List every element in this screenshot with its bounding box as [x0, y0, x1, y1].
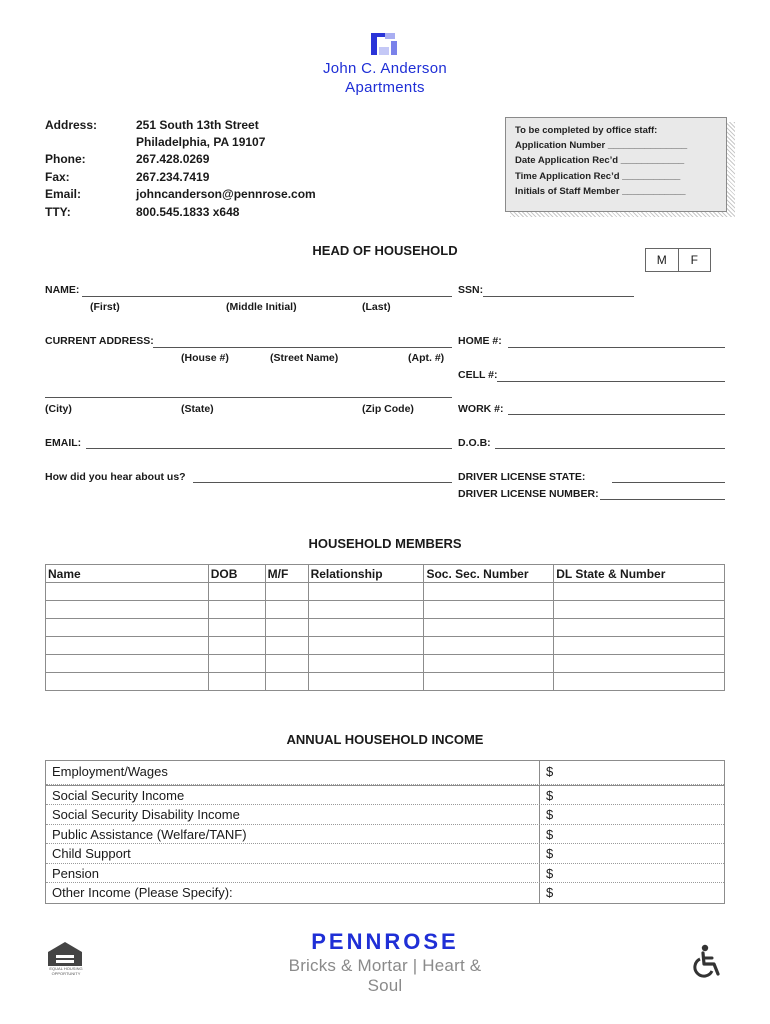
table-cell[interactable]: [208, 619, 265, 637]
table-row: [46, 655, 725, 673]
table-cell[interactable]: [308, 673, 424, 691]
table-cell[interactable]: [265, 637, 308, 655]
brand-subtitle: Apartments: [345, 79, 425, 96]
ssn-label: SSN:: [458, 284, 484, 296]
table-cell[interactable]: [554, 619, 725, 637]
income-label: Child Support: [46, 844, 540, 863]
referral-label: How did you hear about us?: [45, 471, 186, 483]
income-row: [46, 864, 724, 884]
head-of-household-title: HEAD OF HOUSEHOLD: [312, 243, 458, 258]
column-header-dl: DL State & Number: [554, 565, 725, 583]
referral-field[interactable]: [193, 482, 452, 483]
income-row: [46, 883, 724, 903]
income-value[interactable]: $: [546, 788, 554, 803]
table-cell[interactable]: [554, 583, 725, 601]
home-phone-field[interactable]: [508, 347, 725, 348]
gender-selector: [645, 248, 711, 272]
column-header-name: Name: [46, 565, 209, 583]
address-label: Address:: [45, 118, 98, 132]
office-box-title: To be completed by office staff:: [515, 125, 658, 136]
income-value[interactable]: $: [546, 885, 554, 900]
table-cell[interactable]: [46, 601, 209, 619]
city-caption: (City): [45, 403, 72, 415]
current-address-field[interactable]: [153, 347, 452, 348]
income-row: [46, 844, 724, 864]
income-value[interactable]: $: [546, 865, 554, 881]
column-header-dob: DOB: [208, 565, 265, 583]
table-row: [46, 619, 725, 637]
email-label: Email:: [45, 187, 82, 201]
table-cell[interactable]: [46, 655, 209, 673]
state-caption: (State): [181, 403, 214, 415]
company-wordmark: PENNROSE: [311, 929, 459, 954]
gender-m-option[interactable]: M: [646, 249, 679, 271]
income-label: Pension: [46, 864, 540, 883]
income-row: [46, 761, 724, 785]
table-row: [46, 601, 725, 619]
income-label: Employment/Wages: [46, 761, 540, 784]
fax-label: Fax:: [45, 170, 70, 184]
tty-value: 800.545.1833 x648: [136, 205, 240, 219]
table-cell[interactable]: [265, 673, 308, 691]
work-phone-label: WORK #:: [458, 403, 504, 415]
head-email-field[interactable]: [86, 448, 452, 449]
table-header-row: [46, 565, 725, 583]
work-phone-field[interactable]: [508, 414, 725, 415]
city-state-zip-field[interactable]: [45, 397, 452, 398]
table-cell[interactable]: [46, 637, 209, 655]
email-value: johncanderson@pennrose.com: [136, 187, 316, 201]
staff-initials-field: Initials of Staff Member ____________: [515, 185, 686, 197]
table-cell[interactable]: [308, 601, 424, 619]
apt-number-caption: (Apt. #): [408, 352, 445, 364]
table-cell[interactable]: [265, 655, 308, 673]
table-cell[interactable]: [308, 655, 424, 673]
gender-f-option[interactable]: F: [690, 253, 698, 267]
table-cell[interactable]: [208, 601, 265, 619]
last-name-caption: (Last): [362, 301, 391, 313]
income-table: [45, 760, 725, 904]
table-cell[interactable]: [46, 583, 209, 601]
income-value[interactable]: $: [546, 826, 554, 842]
table-cell[interactable]: [424, 673, 554, 691]
name-field[interactable]: [82, 296, 452, 297]
tty-label: TTY:: [45, 205, 71, 219]
income-label: Other Income (Please Specify):: [46, 883, 540, 903]
first-name-caption: (First): [90, 301, 120, 313]
income-label: Social Security Income: [46, 786, 540, 804]
dl-state-field[interactable]: [612, 482, 725, 483]
house-number-caption: (House #): [181, 352, 229, 364]
income-label: Social Security Disability Income: [46, 805, 540, 824]
income-label: Public Assistance (Welfare/TANF): [46, 825, 540, 844]
middle-initial-caption: (Middle Initial): [226, 301, 297, 313]
table-cell[interactable]: [424, 583, 554, 601]
table-cell[interactable]: [424, 619, 554, 637]
table-cell[interactable]: [554, 655, 725, 673]
table-cell[interactable]: [46, 619, 209, 637]
column-header-relationship: Relationship: [308, 565, 424, 583]
household-members-title: HOUSEHOLD MEMBERS: [308, 536, 462, 551]
household-members-table: [45, 564, 725, 691]
ssn-field[interactable]: [483, 296, 634, 297]
table-cell[interactable]: [308, 583, 424, 601]
dob-label: D.O.B:: [458, 437, 491, 449]
income-row: [46, 825, 724, 845]
table-cell[interactable]: [308, 637, 424, 655]
application-number-field: Application Number _______________: [515, 140, 688, 152]
table-row: [46, 583, 725, 601]
table-cell[interactable]: [554, 673, 725, 691]
dl-state-label: DRIVER LICENSE STATE:: [458, 471, 586, 483]
table-cell[interactable]: [424, 601, 554, 619]
column-header-gender: M/F: [265, 565, 308, 583]
time-received-field: Time Application Rec’d ___________: [515, 170, 681, 182]
table-cell[interactable]: [265, 601, 308, 619]
income-value[interactable]: $: [546, 846, 554, 861]
dob-field[interactable]: [495, 448, 725, 449]
dl-number-field[interactable]: [600, 499, 725, 500]
income-row: [46, 785, 724, 805]
wheelchair-icon: [692, 944, 726, 978]
column-header-ssn: Soc. Sec. Number: [424, 565, 554, 583]
name-label: NAME:: [45, 284, 80, 296]
table-cell[interactable]: [265, 583, 308, 601]
table-cell[interactable]: [554, 637, 725, 655]
cell-phone-field[interactable]: [497, 381, 725, 382]
head-email-label: EMAIL:: [45, 437, 82, 449]
table-row: [46, 637, 725, 655]
phone-value: 267.428.0269: [136, 152, 210, 166]
table-row: [46, 673, 725, 691]
cell-phone-label: CELL #:: [458, 369, 498, 381]
address-line2: Philadelphia, PA 19107: [136, 135, 266, 149]
company-tagline: Bricks & Mortar | Heart & Soul: [288, 956, 482, 995]
table-cell[interactable]: [265, 619, 308, 637]
dl-number-label: DRIVER LICENSE NUMBER:: [458, 488, 599, 500]
current-address-label: CURRENT ADDRESS:: [45, 335, 154, 347]
income-row: [46, 805, 724, 825]
brand-name: John C. Anderson: [322, 60, 448, 77]
income-value[interactable]: $: [546, 807, 554, 822]
fax-value: 267.234.7419: [136, 170, 210, 184]
table-cell[interactable]: [208, 673, 265, 691]
street-name-caption: (Street Name): [270, 352, 339, 364]
table-cell[interactable]: [308, 619, 424, 637]
table-cell[interactable]: [424, 637, 554, 655]
home-phone-label: HOME #:: [458, 335, 502, 347]
logo-mark-icon: [371, 33, 399, 59]
table-cell[interactable]: [208, 637, 265, 655]
office-staff-box: [505, 117, 727, 212]
table-cell[interactable]: [46, 673, 209, 691]
annual-income-title: ANNUAL HOUSEHOLD INCOME: [286, 732, 484, 747]
table-cell[interactable]: [554, 601, 725, 619]
table-cell[interactable]: [424, 655, 554, 673]
address-line1: 251 South 13th Street: [136, 118, 259, 132]
income-value[interactable]: $: [546, 764, 554, 779]
equal-housing-text: EQUAL HOUSING OPPORTUNITY: [49, 966, 83, 976]
table-cell[interactable]: [208, 655, 265, 673]
table-cell[interactable]: [208, 583, 265, 601]
date-received-field: Date Application Rec’d ____________: [515, 155, 685, 167]
zip-caption: (Zip Code): [362, 403, 414, 415]
phone-label: Phone:: [45, 152, 86, 166]
